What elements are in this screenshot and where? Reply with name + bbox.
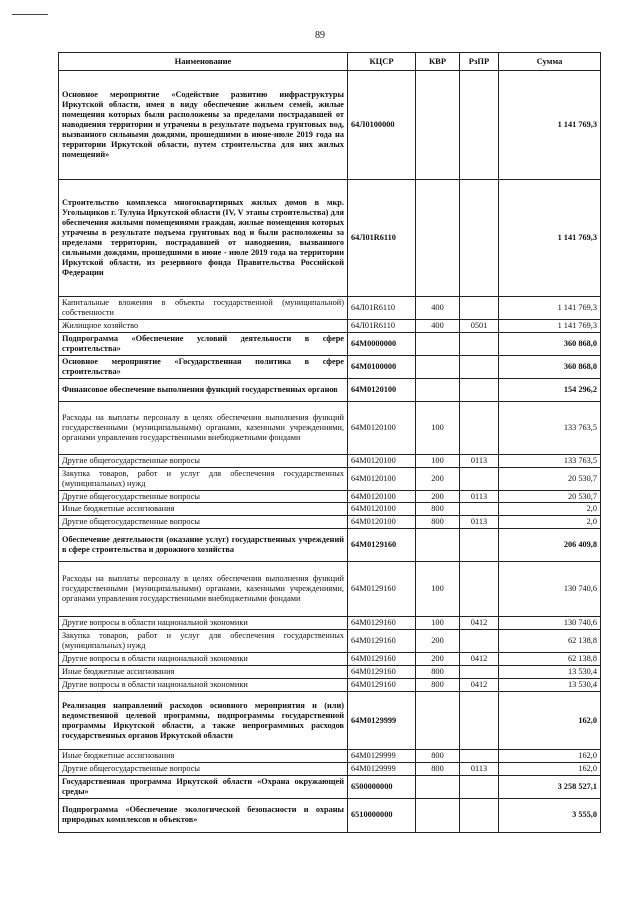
row-kvr-cell: 100	[416, 562, 460, 617]
row-name-cell: Другие вопросы в области национальной экономики	[59, 679, 348, 692]
row-kvr-cell: 200	[416, 490, 460, 503]
row-sum-cell: 133 763,5	[499, 401, 601, 454]
budget-table	[58, 52, 601, 833]
row-sum-cell: 130 740,6	[499, 562, 601, 617]
row-rzpr-cell	[460, 750, 499, 763]
row-kcsr-cell: 64М0120100	[348, 467, 416, 490]
row-kvr-cell	[416, 378, 460, 401]
row-kvr-cell: 200	[416, 467, 460, 490]
row-kcsr-cell: 6500000000	[348, 776, 416, 799]
row-kcsr-cell: 64М0129160	[348, 666, 416, 679]
row-rzpr-cell	[460, 776, 499, 799]
row-name-cell: Другие общегосударственные вопросы	[59, 454, 348, 467]
row-kcsr-cell: 64М0120100	[348, 454, 416, 467]
row-kcsr-cell: 64М0129999	[348, 750, 416, 763]
row-kvr-cell: 800	[416, 750, 460, 763]
row-rzpr-cell: 0412	[460, 617, 499, 630]
table-row	[59, 666, 601, 679]
row-kcsr-cell: 64М0120100	[348, 378, 416, 401]
row-name-cell: Другие общегосударственные вопросы	[59, 763, 348, 776]
header-name: Наименование	[59, 53, 348, 71]
row-kcsr-cell: 64Л01R6110	[348, 297, 416, 320]
page-number: 89	[315, 30, 325, 41]
row-sum-cell: 360 868,0	[499, 355, 601, 378]
row-rzpr-cell	[460, 180, 499, 297]
row-rzpr-cell	[460, 692, 499, 750]
row-kcsr-cell: 6510000000	[348, 798, 416, 832]
row-sum-cell: 3 555,0	[499, 798, 601, 832]
row-kvr-cell: 400	[416, 319, 460, 332]
table-row	[59, 617, 601, 630]
row-kcsr-cell: 64М0120100	[348, 490, 416, 503]
row-kcsr-cell: 64М0129160	[348, 653, 416, 666]
row-kvr-cell: 100	[416, 617, 460, 630]
header-sum: Сумма	[499, 53, 601, 71]
row-sum-cell: 1 141 769,3	[499, 319, 601, 332]
row-rzpr-cell: 0113	[460, 454, 499, 467]
row-rzpr-cell: 0113	[460, 490, 499, 503]
table-row	[59, 297, 601, 320]
row-kvr-cell: 800	[416, 666, 460, 679]
row-name-cell: Другие вопросы в области национальной экономики	[59, 653, 348, 666]
row-sum-cell: 13 530,4	[499, 679, 601, 692]
header-kvr: КВР	[416, 53, 460, 71]
table-row	[59, 490, 601, 503]
row-kcsr-cell: 64Л01R6110	[348, 319, 416, 332]
row-kcsr-cell: 64Л0100000	[348, 71, 416, 180]
row-rzpr-cell: 0412	[460, 679, 499, 692]
row-rzpr-cell	[460, 529, 499, 562]
row-sum-cell: 20 530,7	[499, 490, 601, 503]
row-name-cell: Другие общегосударственные вопросы	[59, 490, 348, 503]
row-kcsr-cell: 64М0129160	[348, 630, 416, 653]
table-row	[59, 332, 601, 355]
row-rzpr-cell	[460, 666, 499, 679]
row-name-cell: Закупка товаров, работ и услуг для обеспечения государственных (муниципальных) нужд	[59, 630, 348, 653]
row-rzpr-cell	[460, 467, 499, 490]
row-kvr-cell	[416, 71, 460, 180]
row-name-cell: Иные бюджетные ассигнования	[59, 750, 348, 763]
row-name-cell: Подпрограмма «Обеспечение условий деятельности в сфере строительства»	[59, 332, 348, 355]
row-sum-cell: 20 530,7	[499, 467, 601, 490]
row-name-cell: Строительство комплекса многоквартирных жилых домов в мкр. Угольщиков г. Тулуна Иркутской области (IV, V этапы строительства) для обеспечения жилыми помещениями граждан, жилые помещения которых утрачены в результате подъема грунтовых вод и были расположены за пределами территории, пострадавшей от наводнения, вызванного сильными дождями, прошедшими в июне - июле 2019 года на территории Иркутской области, из резервного фонда Правительства Российской Федерации	[59, 180, 348, 297]
row-sum-cell: 162,0	[499, 692, 601, 750]
row-rzpr-cell	[460, 332, 499, 355]
row-name-cell: Другие вопросы в области национальной экономики	[59, 617, 348, 630]
row-rzpr-cell: 0412	[460, 653, 499, 666]
table-row	[59, 653, 601, 666]
row-kcsr-cell: 64М0100000	[348, 355, 416, 378]
table-header-row	[59, 53, 601, 71]
table-row	[59, 516, 601, 529]
row-name-cell: Капитальные вложения в объекты государственной (муниципальной) собственности	[59, 297, 348, 320]
row-rzpr-cell: 0501	[460, 319, 499, 332]
row-kvr-cell	[416, 776, 460, 799]
row-rzpr-cell	[460, 297, 499, 320]
row-kvr-cell: 800	[416, 516, 460, 529]
scan-corner-mark	[12, 14, 48, 15]
row-sum-cell: 154 296,2	[499, 378, 601, 401]
table-row	[59, 562, 601, 617]
row-kvr-cell: 100	[416, 454, 460, 467]
row-kcsr-cell: 64Л01R6110	[348, 180, 416, 297]
row-rzpr-cell	[460, 630, 499, 653]
row-name-cell: Финансовое обеспечение выполнения функций государственных органов	[59, 378, 348, 401]
row-kvr-cell	[416, 798, 460, 832]
table-body	[59, 71, 601, 833]
row-sum-cell: 133 763,5	[499, 454, 601, 467]
row-rzpr-cell	[460, 798, 499, 832]
table-row	[59, 630, 601, 653]
row-rzpr-cell	[460, 355, 499, 378]
table-row	[59, 763, 601, 776]
table-row	[59, 378, 601, 401]
table-row	[59, 750, 601, 763]
row-kcsr-cell: 64М0129160	[348, 562, 416, 617]
row-rzpr-cell	[460, 562, 499, 617]
row-sum-cell: 162,0	[499, 750, 601, 763]
table-row	[59, 319, 601, 332]
row-sum-cell: 1 141 769,3	[499, 71, 601, 180]
row-kcsr-cell: 64М0129999	[348, 763, 416, 776]
row-sum-cell: 1 141 769,3	[499, 180, 601, 297]
table-row	[59, 454, 601, 467]
table-row	[59, 401, 601, 454]
row-kvr-cell: 800	[416, 763, 460, 776]
row-sum-cell: 2,0	[499, 503, 601, 516]
row-kvr-cell: 800	[416, 503, 460, 516]
row-sum-cell: 206 409,8	[499, 529, 601, 562]
row-sum-cell: 13 530,4	[499, 666, 601, 679]
row-sum-cell: 3 258 527,1	[499, 776, 601, 799]
row-kvr-cell: 200	[416, 630, 460, 653]
row-kvr-cell	[416, 692, 460, 750]
row-kcsr-cell: 64М0129160	[348, 617, 416, 630]
table-row	[59, 776, 601, 799]
row-sum-cell: 62 138,8	[499, 653, 601, 666]
row-name-cell: Основное мероприятие «Содействие развитию инфраструктуры Иркутской области, имея в виду обеспечение жильем семей, жилые помещения которых были расположены за пределами пострадавшей от наводнения территории и утрачены в результате подъема грунтовых вод, вызванного сильными дождями, прошедшими в июне-июле 2019 года на территории Иркутской области, путем строительства для них жилых помещений»	[59, 71, 348, 180]
row-kcsr-cell: 64М0129160	[348, 679, 416, 692]
row-rzpr-cell: 0113	[460, 763, 499, 776]
row-kvr-cell	[416, 355, 460, 378]
table-row	[59, 71, 601, 180]
row-kvr-cell	[416, 180, 460, 297]
row-name-cell: Жилищное хозяйство	[59, 319, 348, 332]
table-row	[59, 679, 601, 692]
row-kvr-cell	[416, 529, 460, 562]
row-rzpr-cell	[460, 378, 499, 401]
row-kvr-cell: 200	[416, 653, 460, 666]
table-row	[59, 692, 601, 750]
row-sum-cell: 360 868,0	[499, 332, 601, 355]
row-name-cell: Государственная программа Иркутской области «Охрана окружающей среды»	[59, 776, 348, 799]
row-sum-cell: 1 141 769,3	[499, 297, 601, 320]
row-kvr-cell: 400	[416, 297, 460, 320]
row-name-cell: Иные бюджетные ассигнования	[59, 666, 348, 679]
row-kcsr-cell: 64М0129160	[348, 529, 416, 562]
table-row	[59, 529, 601, 562]
row-name-cell: Подпрограмма «Обеспечение экологической безопасности и охраны природных комплексов и объектов»	[59, 798, 348, 832]
row-name-cell: Основное мероприятие «Государственная политика в сфере строительства»	[59, 355, 348, 378]
row-sum-cell: 130 740,6	[499, 617, 601, 630]
row-kvr-cell: 800	[416, 679, 460, 692]
row-name-cell: Расходы на выплаты персоналу в целях обеспечения выполнения функций государственными (муниципальными) органами, казенными учреждениями, органами управления государственными внебюджетными фондами	[59, 401, 348, 454]
table-row	[59, 467, 601, 490]
table-row	[59, 355, 601, 378]
row-rzpr-cell	[460, 71, 499, 180]
row-kvr-cell: 100	[416, 401, 460, 454]
row-kcsr-cell: 64М0129999	[348, 692, 416, 750]
row-name-cell: Закупка товаров, работ и услуг для обеспечения государственных (муниципальных) нужд	[59, 467, 348, 490]
row-kcsr-cell: 64М0000000	[348, 332, 416, 355]
row-kcsr-cell: 64М0120100	[348, 516, 416, 529]
row-name-cell: Другие общегосударственные вопросы	[59, 516, 348, 529]
header-kcsr: КЦСР	[348, 53, 416, 71]
table-row	[59, 798, 601, 832]
row-sum-cell: 2,0	[499, 516, 601, 529]
row-kcsr-cell: 64М0120100	[348, 401, 416, 454]
row-name-cell: Расходы на выплаты персоналу в целях обеспечения выполнения функций государственными (муниципальными) органами, казенными учреждениями, органами управления государственными внебюджетными фондами	[59, 562, 348, 617]
table-row	[59, 180, 601, 297]
row-rzpr-cell: 0113	[460, 516, 499, 529]
row-name-cell: Обеспечение деятельности (оказание услуг) государственных учреждений в сфере строительства и дорожного хозяйства	[59, 529, 348, 562]
row-kvr-cell	[416, 332, 460, 355]
row-rzpr-cell	[460, 503, 499, 516]
row-sum-cell: 62 138,8	[499, 630, 601, 653]
row-sum-cell: 162,0	[499, 763, 601, 776]
row-name-cell: Иные бюджетные ассигнования	[59, 503, 348, 516]
header-rzpr: РзПР	[460, 53, 499, 71]
row-kcsr-cell: 64М0120100	[348, 503, 416, 516]
row-rzpr-cell	[460, 401, 499, 454]
row-name-cell: Реализация направлений расходов основного мероприятия и (или) ведомственной целевой программы, подпрограммы государственной программы Иркутской области, а также непрограммных расходов государственных органов Иркутской области	[59, 692, 348, 750]
table-row	[59, 503, 601, 516]
